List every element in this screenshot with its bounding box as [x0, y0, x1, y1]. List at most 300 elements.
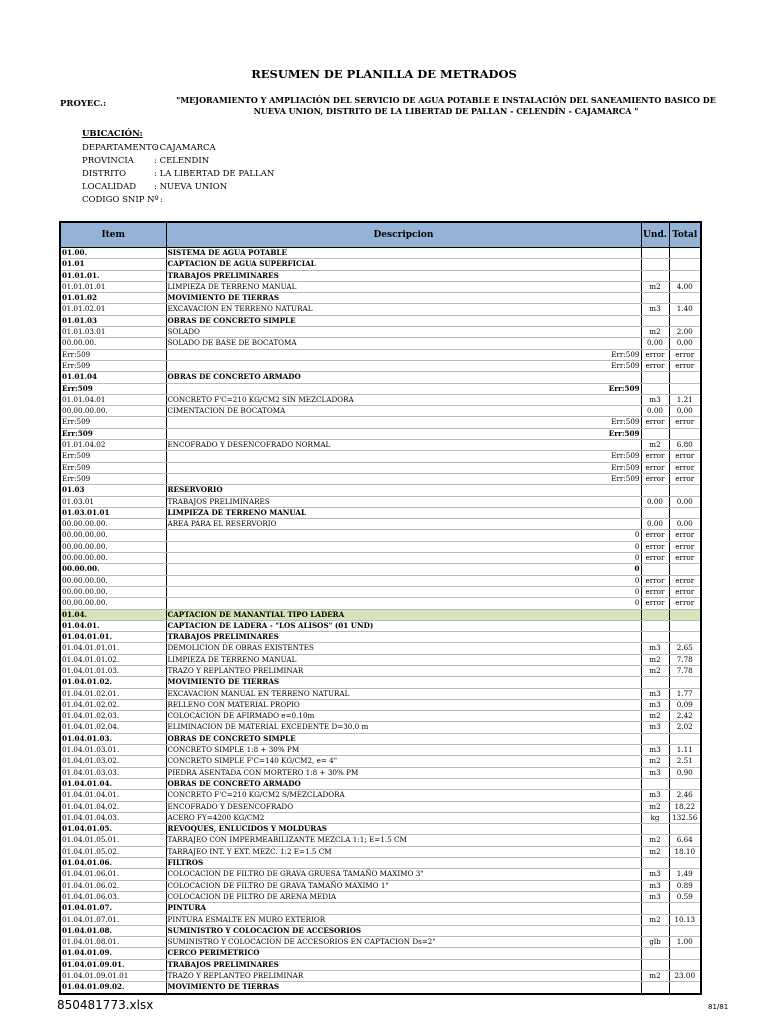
- cell-item: 01.01.03: [60, 315, 166, 326]
- cell-item: 01.04.01.04.01.: [60, 790, 166, 801]
- cell-descripcion: LIMPIEZA DE TERRENO MANUAL: [166, 281, 641, 292]
- cell-descripcion: Err:509: [166, 428, 641, 439]
- cell-item: 01.01.04.01: [60, 394, 166, 405]
- header-descripcion: Descripcion: [166, 222, 641, 248]
- cell-descripcion: MOVIMIENTO DE TIERRAS: [166, 293, 641, 304]
- project-name: "MEJORAMIENTO Y AMPLIACIÓN DEL SERVICIO DE AGUA POTABLE E INSTALACIÓN DEL SANEAMIENTO BASICO DE NUEVA UNION, DISTRITO DE LA LIBERTAD DE PALLAN - CELENDÍN - CAJAMARCA ": [176, 95, 716, 116]
- ubicacion-value: :: [160, 195, 163, 205]
- table-row: [60, 327, 701, 338]
- table-row: [60, 643, 701, 654]
- cell-total: error: [669, 451, 701, 462]
- cell-descripcion: RELLENO CON MATERIAL PROPIO: [166, 699, 641, 710]
- cell-total: 1.40: [669, 304, 701, 315]
- footer-page-number: 81/81: [708, 1003, 729, 1011]
- table-row: [60, 959, 701, 970]
- table-row: [60, 654, 701, 665]
- cell-descripcion: 0: [166, 564, 641, 575]
- cell-descripcion: ACERO FY=4200 KG/CM2: [166, 812, 641, 823]
- cell-total: 4.00: [669, 281, 701, 292]
- cell-total: [669, 428, 701, 439]
- cell-und: [641, 270, 669, 281]
- cell-total: [669, 632, 701, 643]
- cell-descripcion: SOLADO: [166, 327, 641, 338]
- cell-item: 01.04.01.: [60, 620, 166, 631]
- cell-und: 0.00: [641, 406, 669, 417]
- cell-und: [641, 564, 669, 575]
- cell-item: 01.03.01.01: [60, 507, 166, 518]
- cell-item: 01.04.01.01.02.: [60, 654, 166, 665]
- table-row: [60, 315, 701, 326]
- cell-descripcion: CONCRETO SIMPLE F'C=140 KG/CM2, e= 4": [166, 756, 641, 767]
- cell-und: m2: [641, 281, 669, 292]
- cell-und: [641, 632, 669, 643]
- table-row: [60, 914, 701, 925]
- cell-descripcion: Err:509: [166, 349, 641, 360]
- cell-total: error: [669, 462, 701, 473]
- cell-und: error: [641, 462, 669, 473]
- cell-und: error: [641, 417, 669, 428]
- cell-total: 2.42: [669, 711, 701, 722]
- cell-und: [641, 620, 669, 631]
- cell-total: 0.09: [669, 699, 701, 710]
- cell-und: error: [641, 553, 669, 564]
- cell-descripcion: 0: [166, 553, 641, 564]
- table-row: [60, 767, 701, 778]
- table-row: [60, 293, 701, 304]
- cell-und: m2: [641, 327, 669, 338]
- cell-total: 2.51: [669, 756, 701, 767]
- cell-descripcion: OBRAS DE CONCRETO SIMPLE: [166, 733, 641, 744]
- cell-item: Err:509: [60, 462, 166, 473]
- cell-und: error: [641, 360, 669, 371]
- cell-item: 01.04.01.06.01.: [60, 869, 166, 880]
- table-row: [60, 982, 701, 994]
- cell-descripcion: TRABAJOS PRELIMINARES: [166, 632, 641, 643]
- cell-total: error: [669, 473, 701, 484]
- cell-descripcion: COLOCACION DE AFIRMADO e=0.10m: [166, 711, 641, 722]
- cell-und: m2: [641, 440, 669, 451]
- table-row: [60, 665, 701, 676]
- table-row: [60, 473, 701, 484]
- cell-total: [669, 270, 701, 281]
- header-und: Und.: [641, 222, 669, 248]
- cell-und: m2: [641, 654, 669, 665]
- table-row: [60, 790, 701, 801]
- table-row: [60, 891, 701, 902]
- cell-und: 0.00: [641, 338, 669, 349]
- cell-descripcion: OBRAS DE CONCRETO ARMADO: [166, 778, 641, 789]
- cell-item: 01.04.01.01.01.: [60, 643, 166, 654]
- cell-item: 01.01.01.01: [60, 281, 166, 292]
- cell-und: [641, 259, 669, 270]
- table-row: [60, 598, 701, 609]
- cell-descripcion: CIMENTACION DE BOCATOMA: [166, 406, 641, 417]
- cell-und: m3: [641, 699, 669, 710]
- cell-total: 6.80: [669, 440, 701, 451]
- cell-total: [669, 959, 701, 970]
- cell-item: 01.04.01.09.02.: [60, 982, 166, 994]
- cell-descripcion: EXCAVACION MANUAL EN TERRENO NATURAL: [166, 688, 641, 699]
- cell-item: 01.04.01.03.: [60, 733, 166, 744]
- table-row: [60, 575, 701, 586]
- cell-descripcion: CERCO PERIMETRICO: [166, 948, 641, 959]
- table-row: [60, 564, 701, 575]
- metrados-table: [59, 221, 702, 995]
- cell-total: 2.02: [669, 722, 701, 733]
- cell-item: Err:509: [60, 473, 166, 484]
- cell-und: error: [641, 586, 669, 597]
- cell-und: [641, 778, 669, 789]
- cell-descripcion: CAPTACION DE MANANTIAL TIPO LADERA: [166, 609, 641, 620]
- cell-item: 01.04.01.05.: [60, 824, 166, 835]
- cell-descripcion: Err:509: [166, 417, 641, 428]
- cell-und: m2: [641, 665, 669, 676]
- cell-item: 01.04.01.06.02.: [60, 880, 166, 891]
- header-total: Total: [669, 222, 701, 248]
- table-row: [60, 971, 701, 982]
- footer-filename: 850481773.xlsx: [57, 998, 154, 1012]
- cell-item: Err:509: [60, 451, 166, 462]
- cell-item: Err:509: [60, 428, 166, 439]
- cell-und: error: [641, 541, 669, 552]
- cell-total: [669, 507, 701, 518]
- table-row: [60, 858, 701, 869]
- cell-total: 23.00: [669, 971, 701, 982]
- cell-total: 1.77: [669, 688, 701, 699]
- ubicacion-title: UBICACIÓN:: [82, 129, 143, 139]
- table-row: [60, 677, 701, 688]
- cell-total: 0.00: [669, 496, 701, 507]
- cell-item: 01.04.01.05.02.: [60, 846, 166, 857]
- cell-item: 00.00.00.00.: [60, 530, 166, 541]
- cell-und: m3: [641, 643, 669, 654]
- cell-total: error: [669, 553, 701, 564]
- cell-total: 0.00: [669, 406, 701, 417]
- cell-descripcion: TRAZO Y REPLANTEO PRELIMINAR: [166, 665, 641, 676]
- table-row: [60, 711, 701, 722]
- cell-item: 01.04.01.05.01.: [60, 835, 166, 846]
- cell-total: [669, 609, 701, 620]
- cell-total: 2.65: [669, 643, 701, 654]
- table-row: [60, 417, 701, 428]
- cell-und: [641, 925, 669, 936]
- cell-item: 01.04.01.03.01.: [60, 745, 166, 756]
- cell-item: 01.00.: [60, 248, 166, 259]
- cell-und: error: [641, 473, 669, 484]
- cell-und: m2: [641, 711, 669, 722]
- cell-descripcion: Err:509: [166, 383, 641, 394]
- cell-total: error: [669, 586, 701, 597]
- table-row: [60, 553, 701, 564]
- ubicacion-localidad: [82, 182, 227, 192]
- cell-total: [669, 485, 701, 496]
- cell-total: [669, 677, 701, 688]
- cell-descripcion: TRABAJOS PRELIMINARES: [166, 959, 641, 970]
- table-row: [60, 778, 701, 789]
- cell-item: 01.04.01.02.03.: [60, 711, 166, 722]
- cell-descripcion: CONCRETO F'C=210 KG/CM2 S/MEZCLADORA: [166, 790, 641, 801]
- cell-total: [669, 778, 701, 789]
- cell-item: 01.04.01.04.03.: [60, 812, 166, 823]
- table-row: [60, 485, 701, 496]
- cell-descripcion: OBRAS DE CONCRETO ARMADO: [166, 372, 641, 383]
- cell-total: error: [669, 541, 701, 552]
- cell-total: error: [669, 598, 701, 609]
- table-row: [60, 733, 701, 744]
- cell-und: [641, 959, 669, 970]
- cell-descripcion: TARRAJEO CON IMPERMEABILIZANTE MEZCLA 1:1; E=1.5 CM: [166, 835, 641, 846]
- cell-item: 01.04.01.04.: [60, 778, 166, 789]
- cell-und: [641, 485, 669, 496]
- cell-item: 01.04.01.02.01.: [60, 688, 166, 699]
- cell-item: Err:509: [60, 417, 166, 428]
- table-row: [60, 248, 701, 259]
- cell-descripcion: CAPTACION DE AGUA SUPERFICIAL: [166, 259, 641, 270]
- table-row: [60, 620, 701, 631]
- cell-item: 01.04.01.07.: [60, 903, 166, 914]
- cell-descripcion: COLOCACION DE FILTRO DE GRAVA TAMAÑO MAXIMO 1": [166, 880, 641, 891]
- table-row: [60, 519, 701, 530]
- table-row: [60, 383, 701, 394]
- table-row: [60, 304, 701, 315]
- cell-und: m2: [641, 914, 669, 925]
- cell-und: [641, 824, 669, 835]
- cell-item: 01.04.01.04.02.: [60, 801, 166, 812]
- cell-item: 01.04.01.09.: [60, 948, 166, 959]
- cell-und: [641, 507, 669, 518]
- cell-und: [641, 609, 669, 620]
- ubicacion-departamento: [82, 143, 216, 153]
- table-row: [60, 688, 701, 699]
- cell-total: error: [669, 575, 701, 586]
- cell-und: [641, 372, 669, 383]
- cell-descripcion: CAPTACION DE LADERA - "LOS ALISOS" (01 UND): [166, 620, 641, 631]
- cell-descripcion: OBRAS DE CONCRETO SIMPLE: [166, 315, 641, 326]
- cell-item: 00.00.00.00.: [60, 586, 166, 597]
- ubicacion-value: : NUEVA UNION: [154, 182, 228, 192]
- cell-descripcion: CONCRETO SIMPLE 1:8 + 30% PM: [166, 745, 641, 756]
- table-row: [60, 835, 701, 846]
- cell-total: [669, 982, 701, 994]
- ubicacion-key: CODIGO SNIP Nº: [82, 195, 159, 205]
- cell-und: m3: [641, 790, 669, 801]
- cell-total: [669, 259, 701, 270]
- cell-item: 01.04.01.02.: [60, 677, 166, 688]
- cell-descripcion: TRABAJOS PRELIMINARES: [166, 496, 641, 507]
- cell-total: 0.59: [669, 891, 701, 902]
- table-row: [60, 824, 701, 835]
- cell-total: error: [669, 530, 701, 541]
- cell-total: 10.13: [669, 914, 701, 925]
- table-row: [60, 925, 701, 936]
- table-row: [60, 541, 701, 552]
- cell-total: [669, 925, 701, 936]
- ubicacion-value: : LA LIBERTAD DE PALLAN: [154, 169, 275, 179]
- cell-item: 01.04.01.01.03.: [60, 665, 166, 676]
- cell-und: [641, 315, 669, 326]
- table-row: [60, 270, 701, 281]
- cell-und: [641, 903, 669, 914]
- cell-und: m3: [641, 869, 669, 880]
- cell-total: 132.56: [669, 812, 701, 823]
- cell-descripcion: DEMOLICION DE OBRAS EXISTENTES: [166, 643, 641, 654]
- cell-item: 01.01.02: [60, 293, 166, 304]
- table-row: [60, 440, 701, 451]
- cell-descripcion: ENCOFRADO Y DESENCOFRADO: [166, 801, 641, 812]
- ubicacion-distrito: [82, 169, 274, 179]
- cell-total: error: [669, 349, 701, 360]
- cell-total: 2.46: [669, 790, 701, 801]
- cell-item: 00.00.00.00.: [60, 519, 166, 530]
- cell-item: 01.03.01: [60, 496, 166, 507]
- cell-descripcion: REVOQUES, ENLUCIDOS Y MOLDURAS: [166, 824, 641, 835]
- cell-item: 01.04.: [60, 609, 166, 620]
- cell-total: [669, 564, 701, 575]
- table-row: [60, 869, 701, 880]
- cell-item: 01.04.01.03.02.: [60, 756, 166, 767]
- table-row: [60, 937, 701, 948]
- cell-und: 0.00: [641, 519, 669, 530]
- cell-item: 01.04.01.08.: [60, 925, 166, 936]
- cell-total: 0.89: [669, 880, 701, 891]
- cell-item: 00.00.00.: [60, 338, 166, 349]
- cell-total: [669, 372, 701, 383]
- table-row: [60, 846, 701, 857]
- cell-item: 01.04.01.09.01.: [60, 959, 166, 970]
- cell-total: [669, 620, 701, 631]
- cell-descripcion: PINTURA: [166, 903, 641, 914]
- cell-descripcion: EXCAVACION EN TERRENO NATURAL: [166, 304, 641, 315]
- cell-descripcion: Err:509: [166, 360, 641, 371]
- table-row: [60, 745, 701, 756]
- cell-descripcion: ENCOFRADO Y DESENCOFRADO NORMAL: [166, 440, 641, 451]
- cell-descripcion: 0: [166, 541, 641, 552]
- table-row: [60, 451, 701, 462]
- cell-und: m3: [641, 891, 669, 902]
- cell-item: 01.04.01.01.: [60, 632, 166, 643]
- cell-und: error: [641, 451, 669, 462]
- cell-item: 01.01.03.01: [60, 327, 166, 338]
- cell-total: 2.00: [669, 327, 701, 338]
- proyec-label: PROYEC.:: [60, 99, 107, 109]
- cell-und: m2: [641, 846, 669, 857]
- cell-total: 7.78: [669, 665, 701, 676]
- table-row: [60, 428, 701, 439]
- cell-total: [669, 315, 701, 326]
- cell-item: 00.00.00.00.: [60, 553, 166, 564]
- cell-total: 6.64: [669, 835, 701, 846]
- cell-und: m2: [641, 756, 669, 767]
- cell-item: 01.04.01.06.03.: [60, 891, 166, 902]
- cell-item: 01.03: [60, 485, 166, 496]
- cell-descripcion: 0: [166, 530, 641, 541]
- cell-descripcion: SUMINISTRO Y COLOCACION DE ACCESORIOS: [166, 925, 641, 936]
- cell-item: Err:509: [60, 360, 166, 371]
- cell-total: error: [669, 360, 701, 371]
- cell-descripcion: LIMPIEZA DE TERRENO MANUAL: [166, 654, 641, 665]
- cell-und: m2: [641, 971, 669, 982]
- cell-und: error: [641, 598, 669, 609]
- header-item: Item: [60, 222, 166, 248]
- cell-total: 1.11: [669, 745, 701, 756]
- cell-item: 00.00.00.00.: [60, 575, 166, 586]
- cell-und: m3: [641, 745, 669, 756]
- cell-und: m2: [641, 801, 669, 812]
- cell-item: Err:509: [60, 383, 166, 394]
- cell-und: error: [641, 349, 669, 360]
- table-row: [60, 722, 701, 733]
- table-row: [60, 259, 701, 270]
- cell-item: 01.04.01.07.01.: [60, 914, 166, 925]
- cell-item: 01.01.04.02: [60, 440, 166, 451]
- cell-total: 0.00: [669, 519, 701, 530]
- cell-descripcion: ELIMINACION DE MATERIAL EXCEDENTE D=30.0 m: [166, 722, 641, 733]
- cell-und: [641, 982, 669, 994]
- cell-und: error: [641, 575, 669, 586]
- cell-total: 7.78: [669, 654, 701, 665]
- cell-und: m3: [641, 394, 669, 405]
- cell-und: m3: [641, 688, 669, 699]
- cell-item: 01.04.01.02.02.: [60, 699, 166, 710]
- ubicacion-snip: [82, 195, 163, 205]
- cell-item: 01.01.04: [60, 372, 166, 383]
- cell-total: 1.49: [669, 869, 701, 880]
- ubicacion-key: DISTRITO: [82, 169, 127, 179]
- cell-descripcion: TRAZO Y REPLANTEO PRELIMINAR: [166, 971, 641, 982]
- cell-descripcion: CONCRETO F'C=210 KG/CM2 SIN MEZCLADORA: [166, 394, 641, 405]
- cell-und: error: [641, 530, 669, 541]
- ubicacion-value: : CAJAMARCA: [154, 143, 216, 153]
- table-row: [60, 507, 701, 518]
- cell-total: error: [669, 417, 701, 428]
- cell-und: [641, 383, 669, 394]
- cell-descripcion: Err:509: [166, 473, 641, 484]
- table-row: [60, 801, 701, 812]
- cell-und: [641, 677, 669, 688]
- cell-descripcion: 0: [166, 575, 641, 586]
- cell-total: 0.90: [669, 767, 701, 778]
- cell-descripcion: SUMINISTRO Y COLOCACION DE ACCESORIOS EN CAPTACION Ds=2": [166, 937, 641, 948]
- cell-item: Err:509: [60, 349, 166, 360]
- cell-und: [641, 428, 669, 439]
- ubicacion-key: DEPARTAMENTO: [82, 143, 159, 153]
- cell-descripcion: Err:509: [166, 451, 641, 462]
- table-row: [60, 948, 701, 959]
- cell-und: m3: [641, 880, 669, 891]
- table-row: [60, 756, 701, 767]
- ubicacion-key: LOCALIDAD: [82, 182, 137, 192]
- cell-item: 00.00.00.00.: [60, 598, 166, 609]
- cell-und: [641, 948, 669, 959]
- cell-und: m3: [641, 767, 669, 778]
- cell-total: 18.22: [669, 801, 701, 812]
- cell-total: [669, 858, 701, 869]
- cell-und: [641, 248, 669, 259]
- cell-descripcion: SISTEMA DE AGUA POTABLE: [166, 248, 641, 259]
- cell-und: m2: [641, 835, 669, 846]
- cell-item: 01.04.01.02.04.: [60, 722, 166, 733]
- cell-total: [669, 948, 701, 959]
- table-row: [60, 462, 701, 473]
- cell-und: kg: [641, 812, 669, 823]
- cell-item: 01.04.01.06.: [60, 858, 166, 869]
- cell-descripcion: 0: [166, 598, 641, 609]
- cell-und: m3: [641, 304, 669, 315]
- cell-item: 00.00.00.00.: [60, 541, 166, 552]
- cell-total: [669, 293, 701, 304]
- cell-descripcion: SOLADO DE BASE DE BOCATOMA: [166, 338, 641, 349]
- cell-total: [669, 824, 701, 835]
